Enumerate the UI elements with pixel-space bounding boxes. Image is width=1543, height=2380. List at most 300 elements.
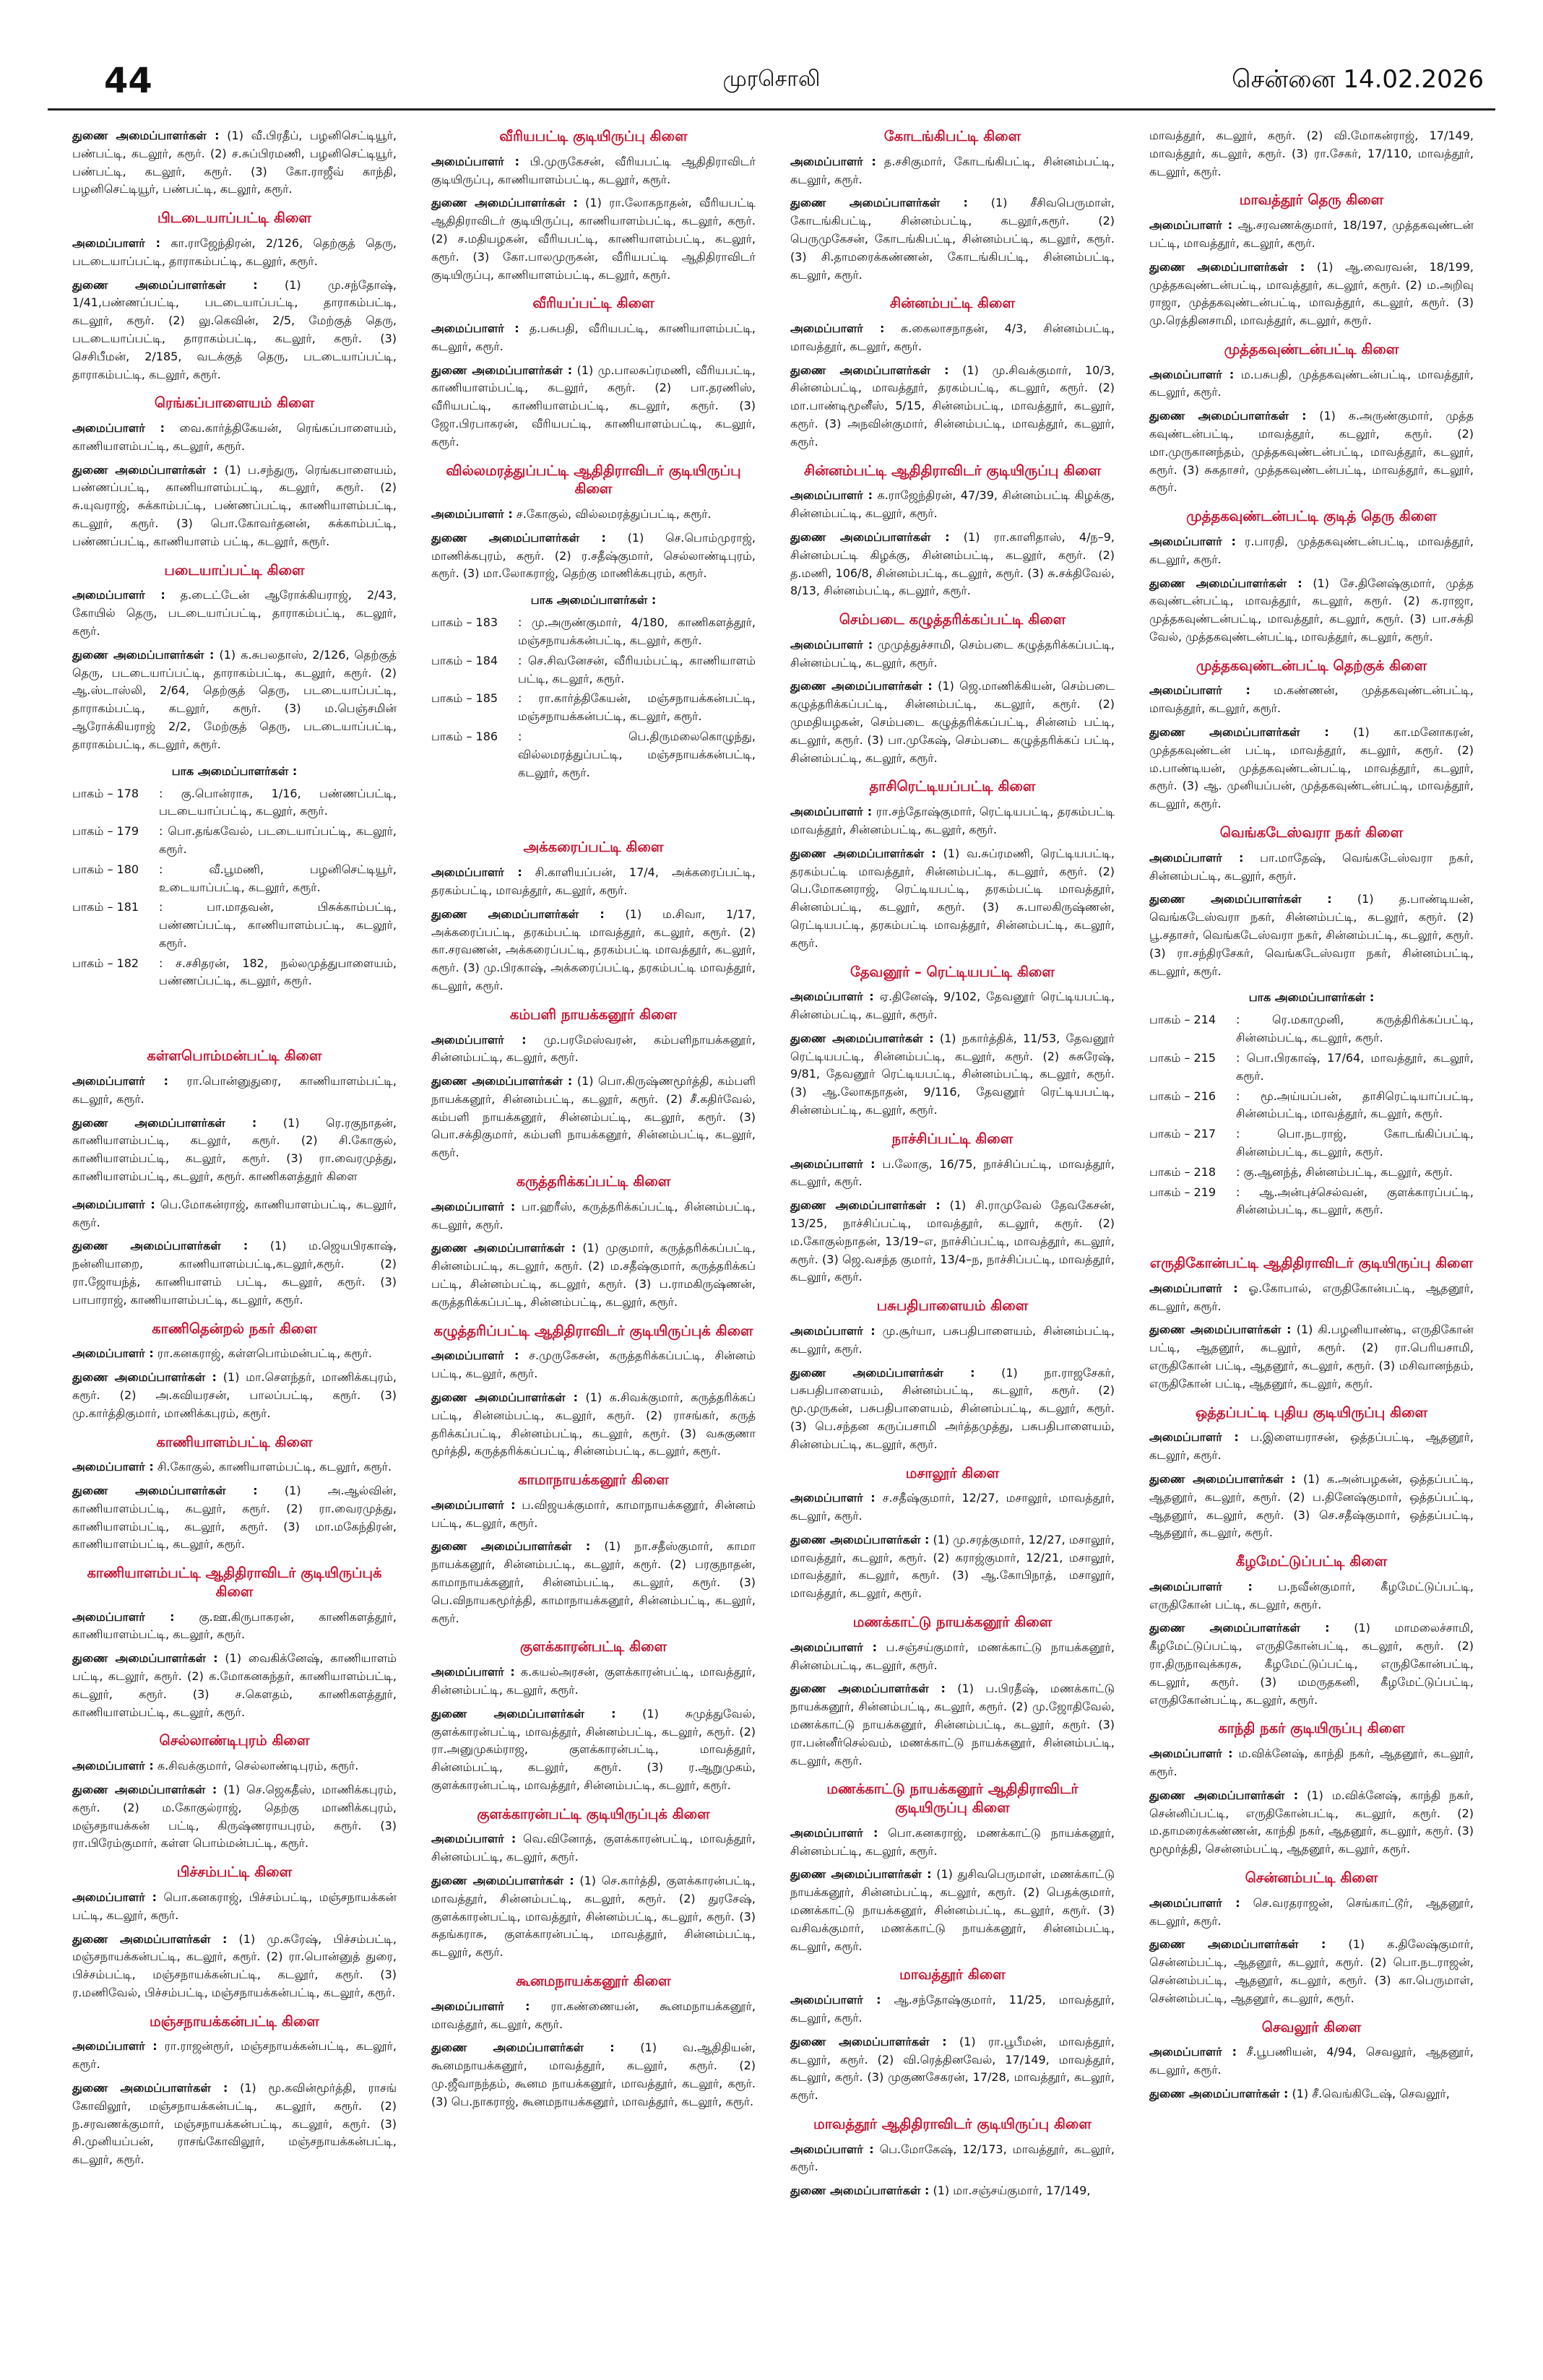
deputy-organizers-entry-label: துணை அமைப்பாளர்கள் : <box>72 1115 257 1130</box>
deputy-organizers-entry-label: துணை அமைப்பாளர்கள் : <box>790 1198 941 1213</box>
branch-section <box>72 1433 397 1554</box>
deputy-organizers-entry-text: (1) துசிவபெருமாள், மணக்காட்டு நாயக்கனூர், சின்னம்பட்டி, கடலூர், கரூர். (2) பெதக்குமார், மணக்காட்டு நாயக்கனூர், சின்னம்பட்டி, கடலூர், கரூர். (3) வசிவக்குமார், மணக்காட்டு நாயக்கனூர், சின்னம்பட்டி, கடலூர், கரூர். <box>790 1867 1115 1953</box>
deputy-organizers-entry-label: துணை அமைப்பாளர்கள் : <box>1149 725 1329 740</box>
deputy-organizers-entry-label: துணை அமைப்பாளர்கள் : <box>431 530 606 545</box>
deputy-organizers-entry-text: (1) செ.பொம்முராஜ், மாணிக்கபுரம், கரூர். (2) ர.சதீஷ்குமார், செல்லாண்டிபுரம், கரூர். (3) மா.லோகராஜ், தெற்கு மாணிக்கபுரம், கரூர். <box>431 530 756 581</box>
branch-title: சின்னம்பட்டி கிளை <box>889 295 1016 312</box>
branch-title: அக்கரைப்பட்டி கிளை <box>523 839 664 856</box>
organizer-entry-text: ஆ.சந்தோஷ்குமார், 11/25, மாவத்தூர், கடலூர், கரூர். <box>790 1993 1115 2025</box>
organizer-entry <box>790 153 1115 189</box>
organizer-entry-label: அமைப்பாளர் : <box>790 1491 876 1505</box>
organizer-entry-label: அமைப்பாளர் : <box>72 588 165 602</box>
deputy-organizers-entry-label: துணை அமைப்பாளர்கள் : <box>790 1682 946 1696</box>
organizer-entry <box>790 1489 1115 1526</box>
deputy-organizers-entry <box>72 1369 397 1422</box>
branch-section <box>1149 657 1474 813</box>
organizer-entry-label: அமைப்பாளர் : <box>790 1156 876 1171</box>
deputy-organizers-entry-label: துணை அமைப்பாளர்கள் : <box>1149 1323 1292 1337</box>
part-organizer-row <box>72 899 397 952</box>
deputy-organizers-entry-text: (1) ப.பிரதீஷ், மணக்காட்டு நாயக்கனூர், சின்னம்பட்டி, கடலூர், கரூர். (2) மு.ஜோதிவேல், மணக்காட்டு நாயக்கனூர், சின்னம்பட்டி, கடலூர், கரூர். (3) ரா.பன்னீர்செல்வம், மணக்காட்டு நாயக்கனூர், சின்னம்பட்டி, கடலூர், கரூர். <box>790 1682 1115 1767</box>
organizer-entry <box>431 1497 756 1533</box>
organizer-entry-label: அமைப்பாளர் : <box>1149 683 1250 698</box>
continued-text: மாவத்தூர், கடலூர், கரூர். (2) வி.மோகன்ராஜ், 17/149, மாவத்தூர், கடலூர், கரூர். (3) ரா.சேகர், 17/110, மாவத்தூர், கடலூர், கரூர். <box>1149 129 1474 178</box>
part-organizer-name: : செ.சிவனேசன், வீரியம்பட்டி, காணியாளம் பட்டி, கடலூர், கரூர். <box>518 653 756 685</box>
branch-title: தாசிரெட்டியப்பட்டி கிளை <box>869 778 1036 795</box>
organizer-entry-text: த.சசிகுமார், கோடங்கிபட்டி, சின்னம்பட்டி, கடலூர், கரூர். <box>790 154 1115 186</box>
part-number: பாகம் – 214 <box>1149 1013 1216 1027</box>
deputy-organizers-entry <box>431 194 756 284</box>
branch-section <box>72 561 397 754</box>
part-organizer-name: : பா.மாதவன், பிசுக்காம்பட்டி, பண்ணப்பட்டி, காணியாளம்பட்டி, கடலூர், கரூர். <box>159 900 397 950</box>
deputy-organizers-entry-text: (1) வ.ஆதிதியன், கூனமநாயக்கனூர், மாவத்தூர், கடலூர், கரூர். (2) மு.ஜீவாநந்தம், கூனம நாயக்கனூர், மாவத்தூர், கடலூர், கரூர். (3) பெ.நாகராஜ், கூனமநாயக்கனூர், மாவத்தூர், கடலூர், கரூர். <box>431 2041 756 2108</box>
deputy-organizers-entry <box>1149 1787 1474 1858</box>
organizer-entry-text: கா.ராஜேந்திரன், 2/126, தெற்குத் தெரு, படடையாப்பட்டி, தாராகம்பட்டி, கடலூர், கரூர். <box>72 235 397 268</box>
deputy-organizers-entry-text: (1) க.சுபலதாஸ், 2/126, தெற்குத் தெரு, படடையாப்பட்டி, தாராகம்பட்டி, கடலூர், கரூர். (2) ஆ.ஸ்டாஸ்லி, 2/64, தெற்குத் தெரு, படடையாப்பட்டி, தாராகம்பட்டி, கடலூர், கரூர். (3) ம.பெஞ்சமின் ஆரோக்கியராஜ் 2/2, மேற்குத் தெரு, படடையாப்பட்டி, தாராகம்பட்டி, கடலூர், கரூர். <box>72 647 397 751</box>
deputy-organizers-entry-label: துணை அமைப்பாளர்கள் : <box>790 1532 930 1546</box>
part-organizer-row <box>1149 1011 1474 1047</box>
organizer-entry-text: ப.இளையராசன், ஒத்தப்பட்டி, ஆதனூர், கடலூர், கரூர். <box>1149 1430 1474 1463</box>
deputy-organizers-entry-text: (1) சுமுத்துவேல், குளக்காரன்பட்டி, மாவத்தூர், சின்னம்பட்டி, கடலூர், கரூர். (2) ரா.அனுமுகம்ராஜ, குளக்காரன்பட்டி, மாவத்தூர், சின்னம்பட்டி, கடலூர், கரூர். (3) ர.ஆறுமுகம், குளக்காரன்பட்டி, மாவத்தூர், சின்னம்பட்டி, கடலூர், கரூர். <box>431 1706 756 1792</box>
branch-title: ஒத்தப்பட்டி புதிய குடியிருப்பு கிளை <box>1195 1403 1428 1421</box>
branch-section <box>790 1297 1115 1453</box>
organizer-entry-text: ரா.கண்ணையன், கூனமநாயக்கனூர், மாவத்தூர், கடலூர், கரூர். <box>431 1999 756 2031</box>
organizer-entry-text: த.பசுபதி, வீரியபட்டி, காணியாளம்பட்டி, கடலூர், கரூர். <box>431 321 756 353</box>
deputy-organizers-entry <box>431 1705 756 1795</box>
deputy-organizers-entry-text: (1) ம.சிவா, 1/17, அக்கரைப்பட்டி, தரகம்பட்டி மாவத்தூர், கடலூர், கரூர். (2) கா.சரவணன், அக்கரைப்பட்டி, தரகம்பட்டி மாவத்தூர், கடலூர், கரூர். (3) மு.பிரகாஷ், அக்கரைப்பட்டி, தரகம்பட்டி மாவத்தூர், கடலூர், கரூர். <box>431 906 756 992</box>
branch-section <box>1149 1869 1474 2008</box>
deputy-organizers-entry <box>431 1073 756 1162</box>
branch-section <box>790 2115 1115 2200</box>
branch-section <box>72 1863 397 2002</box>
branch-title: வீரியபட்டி குடியிருப்பு கிளை <box>499 128 688 144</box>
deputy-organizers-entry-text: (1) க.அன்பழகன், ஒத்தப்பட்டி, ஆதனூர், கடலூர், கரூர். (2) ப.தினேஷ்குமார், ஒத்தப்பட்டி, ஆதனூர், கடலூர், கரூர். (3) செ.சதீஷ்குமார், ஒத்தப்பட்டி, ஆதனூர், கடலூர், கரூர். <box>1149 1471 1474 1540</box>
branch-section <box>790 462 1115 601</box>
organizer-entry <box>72 235 397 271</box>
organizer-entry <box>1149 533 1474 569</box>
deputy-organizers-entry <box>72 1781 397 1853</box>
organizer-entry-label: அமைப்பாளர் : <box>1149 850 1244 865</box>
branch-section <box>431 1172 756 1312</box>
part-organizer-name: : பொ.நடராஜ், கோடங்கிப்பட்டி, சின்னம்பட்டி, கடலூர், கரூர். <box>1236 1127 1474 1159</box>
organizer-entry-text: ப.விஜயக்குமார், காமாநாயக்கனூர், சின்னம் பட்டி, கடலூர், கரூர். <box>431 1497 756 1530</box>
deputy-organizers-entry-text: (1) மூ.கவின்மூர்த்தி, ராசங் கோவிலூர், மஞ்சநாயக்கன்பட்டி, கடலூர், கரூர். (2) ந.சரவணக்குமார், மஞ்சநாயக்கன்பட்டி, கடலூர், கரூர். (3) சி.முனியப்பன், ராசங்கோவிலூர், மஞ்சநாயக்கன்பட்டி, கடலூர், கரூர். <box>72 2081 397 2167</box>
organizer-entry-label: அமைப்பாளர் : <box>790 2142 874 2156</box>
organizer-entry-label: அமைப்பாளர் : <box>72 2039 157 2054</box>
organizer-entry <box>790 803 1115 839</box>
deputy-organizers-entry <box>1149 891 1474 980</box>
part-organizers <box>431 593 756 782</box>
branch-section <box>72 1047 397 1186</box>
organizer-entry-text: பி.முருகேசன், வீரியபட்டி ஆதிதிராவிடர் குடியிருப்பு, காணியாளம்பட்டி, கடலூர், கரூர். <box>431 154 756 186</box>
deputy-organizers-entry-text: (1) சி.ராமுவேல் தேவகேசன், 13/25, நாச்சிப்பட்டி, மாவத்தூர், கடலூர், கரூர். (2) ம.கோகுல்நாதன், 13/19–எ, நாச்சிப்பட்டி, மாவத்தூர், கடலூர், கரூர். (3) ஜெ.வசந்த குமார், 13/4–ந, நாச்சிப்பட்டி, மாவத்தூர், கடலூர், கரூர். <box>790 1198 1115 1284</box>
branch-title: முத்தகவுண்டன்பட்டி குடித் தெரு கிளை <box>1186 508 1437 525</box>
deputy-organizers-entry-text: (1) செ.ஜெகதீஸ், மாணிக்கபுரம், கரூர். (2) ம.கோகுல்ராஜ், தெற்கு மாணிக்கபுரம், மஞ்சநாயக்கன் பட்டி, கிருஷ்ணராயபுரம், கரூர். (3) ரா.பிரேம்குமார், கள்ள பொம்மன்பட்டி, கரூர். <box>72 1783 397 1851</box>
branch-section <box>790 127 1115 284</box>
organizer-entry-text: பெ.மோகேஷ், 12/173, மாவத்தூர், கடலூர், கரூர். <box>790 2142 1115 2174</box>
branch-title: படையாப்பட்டி கிளை <box>164 561 305 579</box>
deputy-organizers-entry-label: துணை அமைப்பாளர்கள் : <box>790 846 936 860</box>
organizer-entry-text: ம.பசுபதி, முத்தகவுண்டன்பட்டி, மாவத்தூர், கடலூர், கரூர். <box>1149 367 1474 399</box>
organizer-entry-text: செ.வரதராஜன், செங்காட்டூர், ஆதனூர், கடலூர், கரூர். <box>1149 1895 1474 1928</box>
branch-section <box>1149 1719 1474 1858</box>
branch-title: மசாலூர் கிளை <box>905 1464 1000 1481</box>
organizer-entry-text: வெ.வினோத், குளக்காரன்பட்டி, மாவத்தூர், சின்னம்பட்டி, கடலூர், கரூர். <box>431 1832 756 1864</box>
deputy-organizers-entry-label: துணை அமைப்பாளர்கள் : <box>1149 1788 1299 1802</box>
organizer-entry-label: அமைப்பாளர் : <box>72 1346 154 1361</box>
branch-title: எருதிகோன்பட்டி ஆதிதிராவிடர் குடியிருப்பு கிளை <box>1149 1255 1474 1272</box>
deputy-organizers-entry <box>1149 1321 1474 1393</box>
masthead <box>48 0 1495 101</box>
branch-section <box>790 1965 1115 2105</box>
deputy-organizers-entry <box>72 646 397 754</box>
deputy-organizers-entry-text: (1) க.சிவக்குமார், கருத்தரிக்கப் பட்டி, சின்னம்பட்டி, கடலூர், கரூர். (2) ராசங்கர், கருத் தரிக்கப்பட்டி, சின்னம்பட்டி, கடலூர், கரூர். (3) வசுகுணா மூர்த்தி, கருத்தரிக்கப்பட்டி, சின்னம்பட்டி, கடலூர், கரூர். <box>431 1390 756 1458</box>
deputy-organizers-entry-text: (1) ம.விக்னேஷ், காந்தி நகர், சென்னிப்பட்டி, எருதிகோன்பட்டி, கடலூர், கரூர். (2) ம.தாமரைக்கண்ணன், காந்தி நகர், ஆதனூர், கடலூர், கரூர். (3) மூமூர்த்தி, சென்னம்பட்டி, ஆதனூர், கடலூர், கரூர். <box>1149 1788 1474 1856</box>
organizer-entry <box>72 1073 397 1109</box>
part-number: பாகம் – 218 <box>1149 1164 1216 1179</box>
column-gap <box>72 996 397 1047</box>
organizer-entry-text: க.கயல்அரசன், குளக்காரன்பட்டி, மாவத்தூர், சின்னம்பட்டி, கடலூர், கரூர். <box>431 1665 756 1697</box>
organizer-entry-label: அமைப்பாளர் : <box>790 1323 876 1338</box>
branch-title: செவலூர் கிளை <box>1261 2018 1362 2035</box>
deputy-organizers-entry-label: துணை அமைப்பாளர்கள் : <box>1149 259 1305 274</box>
organizer-entry-text: ச.சதீஷ்குமார், 12/27, மசாலூர், மாவத்தூர், கடலூர், கரூர். <box>790 1491 1115 1523</box>
organizer-entry <box>1149 1578 1474 1614</box>
organizer-entry <box>790 2141 1115 2177</box>
deputy-organizers-entry-label: துணை அமைப்பாளர்கள் : <box>1149 2086 1289 2100</box>
part-number: பாகம் – 183 <box>431 615 498 630</box>
organizer-entry <box>431 153 756 189</box>
part-number: பாகம் – 180 <box>72 862 139 876</box>
organizer-entry-text: க.கைலாசநாதன், 4/3, சின்னம்பட்டி, மாவத்தூர், கடலூர், கரூர். <box>790 321 1115 353</box>
deputy-organizers-entry-text: (1) க.திலேஷ்குமார், சென்னம்பட்டி, ஆதனூர், கடலூர், கரூர். (2) பொ.நடராஜன், சென்னம்பட்டி, ஆதனூர், கடலூர், கரூர். (3) கா.பெருமாள், சென்னம்பட்டி, ஆதனூர், கடலூர், கரூர். <box>1149 1937 1474 2005</box>
deputy-organizers-entry <box>790 1531 1115 1603</box>
organizer-entry-label: அமைப்பாளர் : <box>790 488 873 503</box>
branch-title: பிச்சம்பட்டி கிளை <box>176 1864 293 1881</box>
branch-title: ரெங்கப்பாளையம் கிளை <box>154 394 315 412</box>
edition-date: சென்னை 14.02.2026 <box>1232 65 1484 94</box>
deputy-organizers-entry-label: துணை அமைப்பாளர்கள் : <box>431 2041 615 2055</box>
part-organizer-name: : ச.சசிதரன், 182, நல்லமுத்துபாளையம், பண்ணப்பட்டி, கடலூர், கரூர். <box>159 956 397 988</box>
organizer-entry <box>431 1663 756 1700</box>
deputy-organizers-entry-text: (1) ரா.லோகநாதன், வீரியபட்டி ஆதிதிராவிடர் குடியிருப்பு, காணியாளம்பட்டி, கடலூர், கரூர். (2) ச.மதியழகன், வீரியபட்டி, காணியாளம்பட்டி, கடலூர், கரூர். (3) கோ.பாலமுருகன், வீரியபட்டி ஆதிதிராவிடர் குடியிருப்பு, காணியாளம்பட்டி, கடலூர், கரூர். <box>431 196 756 282</box>
organizer-entry-text: ரா.ராஜன்ரூர், மஞ்சநாயக்கன்பட்டி, கடலூர், கரூர். <box>72 2039 397 2072</box>
organizer-entry-text: ஓ.கோபால், எருதிகோன்பட்டி, ஆதனூர், கடலூர், கரூர். <box>1149 1281 1474 1313</box>
organizer-entry-label: அமைப்பாளர் : <box>1149 367 1235 381</box>
organizer-entry <box>72 1345 397 1363</box>
deputy-organizers-entry-text: (1) சீசிவபெருமாள், கோடங்கிபட்டி, சின்னம்பட்டி, கடலூர்,கரூர். (2) பெருமுகேசன், கோடங்கிபட்டி, சின்னம்பட்டி, கடலூர், கரூர். (3) சி.தாமரைக்கண்ணன், கோடங்கிபட்டி, சின்னம்பட்டி, கடலூர், கரூர். <box>790 196 1115 282</box>
deputy-organizers-entry-text: (1) கி.பழனியாண்டி, எருதிகோன் பட்டி, ஆதனூர், கடலூர், கரூர். (2) ரா.பெரியசாமி, எருதிகோன் பட்டி, ஆதனூர், கடலூர், கரூர். (3) மசிவானந்தம், எருதிகோன் பட்டி, ஆதனூர், கடலூர், கரூர். <box>1149 1323 1474 1390</box>
deputy-organizers-entry-text: (1) த.பாண்டியன், வெங்கடேஸ்வரா நகர், சின்னம்பட்டி, கடலூர், கரூர். (2) பூ.சதாசர், வெங்கடேஸ்வரா நகர், சின்னம்பட்டி, கடலூர், கரூர். (3) ரா.சந்திரசேகர், வெங்கடேஸ்வரா நகர், சின்னம்பட்டி, கடலூர், கரூர். <box>1149 892 1474 978</box>
deputy-organizers-entry-label: துணை அமைப்பாளர்கள் : <box>431 363 573 377</box>
deputy-organizers-entry-label: துணை அமைப்பாளர்கள் : <box>1149 409 1307 423</box>
branch-title: செம்படை கழுத்தரிக்கப்பட்டி கிளை <box>839 611 1066 628</box>
deputy-organizers-entry-text: (1) மா.செளந்தர், மாணிக்கபுரம், கரூர். (2) அ.கவியரசன், பாலப்பட்டி, கரூர். (3) மு.கார்த்திகுமார், மாணிக்கபுரம், கரூர். <box>72 1370 397 1420</box>
deputy-organizers-entry <box>790 529 1115 600</box>
organizer-entry <box>431 1031 756 1068</box>
organizer-entry <box>790 636 1115 672</box>
deputy-organizers-entry-text: (1) ரா.காளிதாஸ், 4/ந–9, சின்னம்பட்டி கிழக்கு, சின்னம்பட்டி, கடலூர், கரூர். (2) த.மணி, 106/8, சின்னம்பட்டி, கடலூர், கரூர். (3) சு.சக்திவேல், 8/13, சின்னம்பட்டி, கடலூர், கரூர். <box>790 529 1115 598</box>
part-number: பாகம் – 184 <box>431 653 498 667</box>
part-number: பாகம் – 216 <box>1149 1089 1216 1103</box>
branch-section <box>1149 1552 1474 1709</box>
organizer-entry <box>790 487 1115 523</box>
branch-section <box>790 1464 1115 1604</box>
organizer-entry-label: அமைப்பாளர் : <box>1149 1430 1239 1445</box>
branch-section <box>431 1972 756 2111</box>
organizer-entry <box>1149 2043 1474 2080</box>
branch-section <box>72 2012 397 2169</box>
deputy-organizers-entry <box>790 1030 1115 1120</box>
branch-section <box>1149 823 1474 980</box>
branch-title: காணியாளம்பட்டி ஆதிதிராவிடர் குடியிருப்புக் கிளை <box>87 1565 382 1600</box>
branch-title: மணக்காட்டு நாயக்கனூர் கிளை <box>852 1614 1053 1631</box>
branch-section <box>431 127 756 284</box>
organizer-entry-text: ரா.பொன்னுதுரை, காணியாளம்பட்டி, கடலூர், கரூர். <box>72 1074 397 1106</box>
part-number: பாகம் – 217 <box>1149 1127 1216 1141</box>
organizer-entry <box>790 1991 1115 2028</box>
organizer-entry-text: சீ.பூபணியன், 4/94, செவலூர், ஆதனூர், கடலூர், கரூர். <box>1149 2045 1474 2077</box>
part-organizer-name: : மு.அருண்குமார், 4/180, காணிகளத்தூர், மஞ்சநாயக்கன்பட்டி, கடலூர், கரூர். <box>518 615 756 648</box>
deputy-organizers-entry-label: துணை அமைப்பாளர்கள் : <box>1149 1937 1326 1952</box>
organizer-entry-text: பொ.கனகராஜ், மணக்காட்டு நாயக்கனூர், சின்னம்பட்டி, கடலூர், கரூர். <box>790 1825 1115 1858</box>
organizer-entry <box>1149 1745 1474 1781</box>
branch-title: கழுத்தரிப்பட்டி ஆதிதிராவிடர் குடியிருப்புக் கிளை <box>433 1322 753 1339</box>
deputy-organizers-entry <box>1149 1471 1474 1542</box>
deputy-organizers-entry <box>72 277 397 384</box>
deputy-organizers-entry-label: துணை அமைப்பாளர்கள் : <box>431 1074 573 1089</box>
deputy-organizers-entry-text: (1) அ.ஆல்வின், காணியாளம்பட்டி, கடலூர், கரூர். (2) ரா.வைரமுத்து, காணியாளம்பட்டி, கடலூர், கரூர். (3) மா.மகேந்திரன், காணியாளம்பட்டி, கடலூர், கரூர். <box>72 1484 397 1552</box>
organizer-entry <box>790 1156 1115 1192</box>
deputy-organizers-entry-label: துணை அமைப்பாளர்கள் : <box>790 1365 975 1380</box>
branch-title: வீரியப்பட்டி கிளை <box>532 295 654 312</box>
organizer-entry-label: அமைப்பாளர் : <box>1149 1281 1238 1295</box>
deputy-organizers-entry-label: துணை அமைப்பாளர்கள் : <box>431 1874 574 1888</box>
branch-section <box>72 1320 397 1423</box>
organizer-entry <box>72 587 397 640</box>
column-gap <box>1149 1225 1474 1254</box>
deputy-organizers-entry-text: (1) பொ.கிருஷ்ணமூர்த்தி, கம்பளி நாயக்கனூர், சின்னம்பட்டி, கடலூர், கரூர். (2) சீ.கதிர்வேல், கம்பளி நாயக்கனூர், சின்னம்பட்டி, கடலூர், கரூர். (3) பொ.சக்திகுமார், கம்பளி நாயக்கனூர், சின்னம்பட்டி, கடலூர், கரூர். <box>431 1074 756 1160</box>
organizer-entry <box>1149 217 1474 253</box>
part-organizer-name: : ரா.கார்த்திகேயன், மஞ்சநாயக்கன்பட்டி, மஞ்சநாயக்கன்பட்டி, கடலூர், கரூர். <box>518 691 756 724</box>
deputy-organizers-entry-text: (1) முகுமார், கருத்தரிக்கப்பட்டி, சின்னம்பட்டி, கடலூர், கரூர். (2) ம.சதீஷ்குமார், கருத்தரிக்கப் பட்டி, சின்னம்பட்டி, கடலூர், கரூர். (3) ப.ராமகிருஷ்ணன், கருத்தரிக்கப்பட்டி, சின்னம்பட்டி, கடலூர், கரூர். <box>431 1241 756 1309</box>
part-organizer-row <box>431 690 756 726</box>
branch-title: பசுபதிபாளையம் கிளை <box>876 1297 1029 1315</box>
organizer-entry-label: அமைப்பாளர் : <box>1149 1579 1253 1593</box>
part-number: பாகம் – 178 <box>72 786 139 800</box>
organizer-entry-label: அமைப்பாளர் : <box>72 1759 154 1773</box>
deputy-organizers-entry-text: (1) ப.சந்துரு, ரெங்கபாளையம், பண்ணப்பட்டி, காணியாளம்பட்டி, கடலூர், கரூர். (2) சு.யுவராஜ், சுக்காம்பட்டி, பண்ணப்பட்டி, காணியாளம்பட்டி, கடலூர், கரூர். (3) பொ.கோவர்தனன், சுக்காம்பட்டி, பண்ணப்பட்டி, காணியாளம் பட்டி, கடலூர், கரூர். <box>72 462 397 548</box>
part-number: பாகம் – 219 <box>1149 1185 1216 1199</box>
branch-section <box>431 1805 756 1962</box>
organizer-entry-label: அமைப்பாளர் : <box>72 1609 175 1624</box>
deputy-organizers-entry-text: (1) வைகிக்னேஷ், காணியாளம் பட்டி, கடலூர், கரூர். (2) க.மோகனசுந்தர், காணியாளம்பட்டி, கடலூர், கரூர். (3) ச.கௌதம், காணிகளத்தூர், காணியாளம்பட்டி, கடலூர், கரூர். <box>72 1651 397 1719</box>
deputy-organizers-entry-label: துணை அமைப்பாளர்கள் : <box>72 1370 217 1385</box>
deputy-organizers-entry-label: துணை அமைப்பாளர்கள் : <box>72 1931 228 1946</box>
organizer-entry-label: அமைப்பாளர் : <box>431 1349 519 1363</box>
branch-section <box>431 1322 756 1461</box>
deputy-organizers-entry-text: (1) ஜெ.மாணிக்கியன், செம்படை கழுத்தரிக்கப்பட்டி, சின்னம்பட்டி, கடலூர், கரூர். (2) முமதியழகன், செம்படை கழுத்தரிக்கப்பட்டி, சின்னம் பட்டி, கடலூர், கரூர். (3) பா.முகேஷ், செம்படை கழுத்தரிக்கப் பட்டி, சின்னம்பட்டி, கடலூர், கரூர். <box>790 679 1115 765</box>
part-number: பாகம் – 179 <box>72 824 139 839</box>
organizer-entry-text: க.சிவக்குமார், செல்லாண்டிபுரம், கரூர். <box>157 1759 359 1773</box>
deputy-organizers-entry <box>1149 575 1474 646</box>
organizer-entry-label: அமைப்பாளர் : <box>790 805 873 819</box>
deputy-organizers-entry-text: (1) ஆ.வைரவன், 18/199, முத்தகவுண்டன்பட்டி, மாவத்தூர், கடலூர், கரூர். (2) ம.அறிவு ராஜா, முத்தகவுண்டன்பட்டி, மாவத்தூர், கடலூர், கரூர். (3) மு.ரெத்தினசாமி, மாவத்தூர், கடலூர், கரூர். <box>1149 259 1474 328</box>
organizer-entry <box>431 506 756 524</box>
deputy-organizers-entry <box>431 1538 756 1627</box>
deputy-organizers-entry <box>790 678 1115 767</box>
newspaper-name: முரசொலி <box>722 66 821 92</box>
part-organizer-row <box>1149 1050 1474 1086</box>
deputy-organizers-entry-label: துணை அமைப்பாளர்கள் : <box>72 1783 217 1796</box>
deputy-organizers-entry <box>431 2039 756 2111</box>
organizer-entry-label: அமைப்பாளர் : <box>72 1890 157 1904</box>
organizer-entry-text: பா.மாதேஷ், வெங்கடேஸ்வரா நகர், சின்னம்பட்டி, கடலூர், கரூர். <box>1149 850 1474 883</box>
organizer-entry-text: சி.கோகுல், காணியாளம்பட்டி, கடலூர், கரூர். <box>157 1460 392 1474</box>
organizer-entry-text: ஏ.தினேஷ், 9/102, தேவனூர் ரெட்டியபட்டி, சின்னம்பட்டி, கடலூர், கரூர். <box>790 990 1115 1022</box>
part-organizer-name: : வீ.பூமணி, பழனிசெட்டியூர், உடையாப்பட்டி, கடலூர், கரூர். <box>159 862 397 894</box>
deputy-organizers-entry <box>790 194 1115 284</box>
organizer-entry <box>431 864 756 900</box>
organizer-entry <box>790 320 1115 356</box>
organizer-entry <box>72 1458 397 1476</box>
branch-title: குளக்காரன்பட்டி கிளை <box>519 1638 667 1656</box>
deputy-organizers-entry-label: துணை அமைப்பாளர்கள் : <box>72 1484 258 1498</box>
column-3 <box>790 127 1115 2373</box>
deputy-organizers-entry-text: (1) சே.தினேஷ்குமார், முத்த கவுண்டன்பட்டி, மாவத்தூர், கடலூர், கரூர். (2) க.ராஜா, முத்தகவுண்டன்பட்டி, மாவத்தூர், கடலூர், கரூர். (3) பா.சக்தி வேல், முத்தகவுண்டன்பட்டி, மாவத்தூர், கடலூர், கரூர். <box>1149 576 1474 644</box>
deputy-organizers-entry-label: துணை அமைப்பாளர்கள் : <box>790 529 950 544</box>
deputy-organizers-entry-label: துணை அமைப்பாளர்கள் : <box>72 2081 228 2095</box>
branch-section <box>431 462 756 584</box>
branch-title: முத்தகவுண்டன்பட்டி தெற்குக் கிளை <box>1196 657 1427 674</box>
deputy-organizers-entry-text: (1) கா.மனோகரன், முத்தகவுண்டன் பட்டி, மாவத்தூர், கடலூர், கரூர். (2) ம.பாண்டியன், முத்தகவுண்டன்பட்டி, மாவத்தூர், கடலூர், கரூர். (3) ஆ. முனியப்பன், முத்தகவுண்டன்பட்டி, மாவத்தூர், கடலூர், கரூர். <box>1149 725 1474 811</box>
deputy-organizers-entry-label: துணை அமைப்பாளர்கள் : <box>1149 1621 1330 1635</box>
deputy-organizers-entry <box>790 1680 1115 1770</box>
deputy-organizers-entry-label: துணை அமைப்பாளர்கள் : <box>431 1390 579 1404</box>
branch-section <box>1149 1254 1474 1393</box>
deputy-organizers-entry-text: (1) மாமலைச்சாமி, கீழமேட்டுப்பட்டி, எருதிகோன்பட்டி, கடலூர், கரூர். (2) ரா.திருநாவுக்கரசு, கீழமேட்டுப்பட்டி, எருதிகோன்பட்டி, கடலூர், கரூர். (3) மமருதகனி, கீழமேட்டுப்பட்டி, எருதிகோன்பட்டி, கடலூர், கரூர். <box>1149 1621 1474 1707</box>
organizer-entry-text: சி.காளியப்பன், 17/4, அக்கரைப்பட்டி, தரகம்பட்டி, மாவத்தூர், கடலூர், கரூர். <box>431 865 756 897</box>
deputy-organizers-entry-text: (1) ம.ஜெயபிரகாஷ், நன்னியாறை, காணியாளம்பட்டி,கடலூர்,கரூர். (2) ரா.ஜோயந்த், காணியாளம் பட்டி, கடலூர், கரூர். (3) பாபாராஜ், காணியாளம்பட்டி, கடலூர், கரூர். <box>72 1239 397 1307</box>
deputy-organizers-entry-label: துணை அமைப்பாளர்கள் : <box>72 129 220 142</box>
part-organizer-row <box>72 823 397 859</box>
branch-title: காணிதென்றல் நகர் கிளை <box>152 1320 317 1337</box>
branch-title: மஞ்சநாயக்கன்பட்டி கிளை <box>149 2012 320 2030</box>
deputy-organizers-entry-label: துணை அமைப்பாளர்கள் : <box>72 277 258 292</box>
branch-title: கீழமேட்டுப்பட்டி கிளை <box>1235 1553 1388 1570</box>
deputy-organizers-entry <box>431 1239 756 1311</box>
deputy-organizers-entry-label: துணை அமைப்பாளர்கள் : <box>790 363 949 377</box>
part-organizer-name: : பொ.பிரகாஷ், 17/64, மாவத்தூர், கடலூர், கரூர். <box>1236 1050 1474 1083</box>
branch-title: கோடங்கிபட்டி கிளை <box>883 128 1021 144</box>
organizer-entry <box>790 1825 1115 1861</box>
organizer-entry-label: அமைப்பாளர் : <box>790 1993 881 2007</box>
column-4 <box>1149 127 1474 2373</box>
organizer-entry <box>790 1323 1115 1359</box>
part-organizer-name: : ஆ.அன்புச்செல்வன், குளக்காரப்பட்டி, சின்னம்பட்டி, கடலூர், கரூர். <box>1236 1185 1474 1217</box>
deputy-organizers-entry <box>790 1866 1115 1955</box>
deputy-organizers-entry <box>1149 259 1474 330</box>
organizer-entry <box>72 1889 397 1925</box>
organizer-entry <box>431 1830 756 1866</box>
deputy-organizers-entry-text: (1) நா.சதீஸ்குமார், காமா நாயக்கனூர், சின்னம்பட்டி, கடலூர், கரூர். (2) பரகுநாதன், காமாநாயக்கனூர், சின்னம்பட்டி, கடலூர், கரூர். (3) பெ.விநாயகமூர்த்தி, காமாநாயக்கனூர், சின்னம்பட்டி, கடலூர், கரூர். <box>431 1539 756 1625</box>
deputy-organizers-entry <box>72 1115 397 1186</box>
part-number: பாகம் – 181 <box>72 900 139 914</box>
part-organizer-name: : பொ.தங்கவேல், படடையாப்பட்டி, கடலூர், கரூர். <box>159 824 397 856</box>
branch-title: காந்தி நகர் குடியிருப்பு கிளை <box>1218 1720 1405 1737</box>
organizer-entry-label: அமைப்பாளர் : <box>790 1640 878 1654</box>
organizer-entry-label: அமைப்பாளர் : <box>431 1832 517 1846</box>
organizer-entry <box>431 320 756 356</box>
organizer-entry-label: அமைப்பாளர் : <box>431 321 519 336</box>
deputy-organizers-entry <box>790 2033 1115 2105</box>
branch-title: முத்தகவுண்டன்பட்டி கிளை <box>1224 340 1399 358</box>
deputy-organizers-entry <box>431 529 756 583</box>
deputy-organizers-entry <box>72 2080 397 2169</box>
continued-entry <box>72 127 397 199</box>
organizer-entry-label: அமைப்பாளர் : <box>431 154 520 168</box>
part-organizer-name: : ரெ.மகாமுனி, கருத்திரிக்கப்பட்டி, சின்னம்பட்டி, கடலூர், கரூர். <box>1236 1013 1474 1045</box>
deputy-organizers-entry-text: (1) மா.சஞ்சய்குமார், 17/149, <box>933 2184 1091 2198</box>
organizer-entry-label: அமைப்பாளர் : <box>790 990 874 1004</box>
deputy-organizers-entry <box>790 1197 1115 1286</box>
deputy-organizers-entry-text: (1) ரா.பூபீமன், மாவத்தூர், கடலூர், கரூர். (2) வி.ரெத்தினவேல், 17/149, மாவத்தூர், கடலூர், கரூர். (3) முகுணசேகரன், 17/28, மாவத்தூர், கடலூர், கரூர். <box>790 2034 1115 2103</box>
deputy-organizers-entry <box>431 1389 756 1461</box>
deputy-organizers-entry-text: (1) செ.கார்த்தி, குளக்காரன்பட்டி, மாவத்தூர், சின்னம்பட்டி, கடலூர், கரூர். (2) துரசேஷ், குளக்காரன்பட்டி, மாவத்தூர், சின்னம்பட்டி, கடலூர், கரூர். (3) சுதங்கராசு, குளக்காரன்பட்டி, மாவத்தூர், சின்னம்பட்டி, கடலூர், கரூர். <box>431 1874 756 1960</box>
column-2 <box>431 127 756 2373</box>
organizer-entry <box>1149 1895 1474 1931</box>
organizer-entry-label: அமைப்பாளர் : <box>790 1825 878 1840</box>
organizer-entry-text: பெ.மோகன்ராஜ், காணியாளம்பட்டி, கடலூர், கரூர். <box>72 1197 397 1229</box>
branch-section <box>72 1564 397 1721</box>
part-organizers-heading: பாக அமைப்பாளர்கள் : <box>171 763 298 778</box>
part-number: பாகம் – 182 <box>72 956 139 970</box>
branch-section <box>72 1731 397 1853</box>
organizer-entry-text: வை.கார்த்திகேயன், ரெங்கப்பாளையம், காணியாளம்பட்டி, கடலூர், கரூர். <box>72 421 397 453</box>
organizer-entry <box>431 1198 756 1234</box>
deputy-organizers-entry-label: துணை அமைப்பாளர்கள் : <box>1149 576 1302 590</box>
organizer-entry <box>1149 1429 1474 1465</box>
deputy-organizers-entry-label: துணை அமைப்பாளர்கள் : <box>790 1867 932 1882</box>
deputy-organizers-entry <box>790 1364 1115 1454</box>
branch-title: காமாநாயக்கனூர் கிளை <box>518 1471 669 1489</box>
branch-title: கூனமநாயக்கனூர் கிளை <box>516 1973 671 1990</box>
organizer-entry-text: பா.ஹரீஸ், கருத்தரிக்கப்பட்டி, சின்னம்பட்டி, கடலூர், கரூர். <box>431 1199 756 1232</box>
organizer-entry-text: மு.பரமேஸ்வரன், கம்பளிநாயக்கனூர், சின்னம்பட்டி, கடலூர், கரூர். <box>431 1032 756 1065</box>
branch-section <box>790 777 1115 952</box>
part-organizer-row <box>431 728 756 782</box>
branch-title: காணியாளம்பட்டி கிளை <box>156 1433 313 1450</box>
part-organizers-heading: பாக அமைப்பாளர்கள் : <box>1248 990 1375 1005</box>
deputy-organizers-entry-text: (1) மு.சந்தோஷ், 1/41,பண்ணப்பட்டி, படடையாப்பட்டி, தாராகம்பட்டி, கடலூர், கரூர். (2) லு.கெவின், 2/5, மேற்குத் தெரு, படடையாப்பட்டி, தாராகம்பட்டி, கடலூர், கரூர். (3) செசிபீமன், 2/185, வடக்குத் தெரு, படடையாப்பட்டி, தாராகம்பட்டி, கடலூர், கரூர். <box>72 277 397 381</box>
organizer-entry-text: ப.லோகு, 16/75, நாச்சிப்பட்டி, மாவத்தூர், கடலூர், கரூர். <box>790 1156 1115 1189</box>
deputy-organizers-entry <box>431 1872 756 1962</box>
deputy-organizers-entry-text: (1) மு.பாலசுப்ரமணி, வீரியபட்டி, காணியாளம்பட்டி, கடலூர், கரூர். (2) பா.தரணிஸ், வீரியபட்டி, காணியாளம்பட்டி, கடலூர், கரூர். (3) ஜோ.பிரபாகரன், வீரியபட்டி, காணியாளம்பட்டி, கடலூர், கரூர். <box>431 363 756 449</box>
branch-title: வில்லமரத்துப்பட்டி ஆதிதிராவிடர் குடியிருப்பு கிளை <box>446 462 741 498</box>
organizer-entry <box>1149 366 1474 402</box>
deputy-organizers-entry-text: (1) வ.சுப்ரமணி, ரெட்டியபட்டி, தரகம்பட்டி மாவத்தூர், சின்னம்பட்டி, கடலூர், கரூர். (2) பெ.மோகனராஜ், ரெட்டியபட்டி, தரகம்பட்டி மாவத்தூர், சின்னம்பட்டி, கடலூர், கரூர். (3) சு.பாலகிருஷ்ணன், ரெட்டியபட்டி, தரகம்பட்டி மாவத்தூர், சின்னம்பட்டி, கடலூர், கரூர். <box>790 846 1115 950</box>
branch-title: குளக்காரன்பட்டி குடியிருப்புக் கிளை <box>477 1805 710 1822</box>
deputy-organizers-entry-text: (1) வீ.பிரதீப், பழனிசெட்டியூர், பண்பட்டி, கடலூர், கரூர். (2) ச.சுப்பிரமணி, பழனிசெட்டியூர், பண்பட்டி, கடலூர், கரூர். (3) கோ.ராஜீவ் காந்தி, பழனிசெட்டியூர், பண்பட்டி, கடலூர், கரூர். <box>72 129 397 196</box>
part-organizer-row <box>72 861 397 897</box>
part-organizer-row <box>72 955 397 991</box>
deputy-organizers-entry-text: (1) சீ.வெங்கிடேஷ், செவலூர், <box>1292 2086 1450 2100</box>
part-number: பாகம் – 186 <box>431 730 498 744</box>
deputy-organizers-entry <box>72 462 397 551</box>
organizer-entry-text: ப.நவீன்குமார், கீழமேட்டுப்பட்டி, எருதிகோன் பட்டி, கடலூர், கரூர். <box>1149 1579 1474 1611</box>
deputy-organizers-entry <box>72 1931 397 2002</box>
organizer-entry-text: பொ.கனகராஜ், பிச்சம்பட்டி, மஞ்சநாயக்கன் பட்டி, கடலூர், கரூர். <box>72 1890 397 1922</box>
deputy-organizers-entry-label: துணை அமைப்பாளர்கள் : <box>1149 892 1332 906</box>
